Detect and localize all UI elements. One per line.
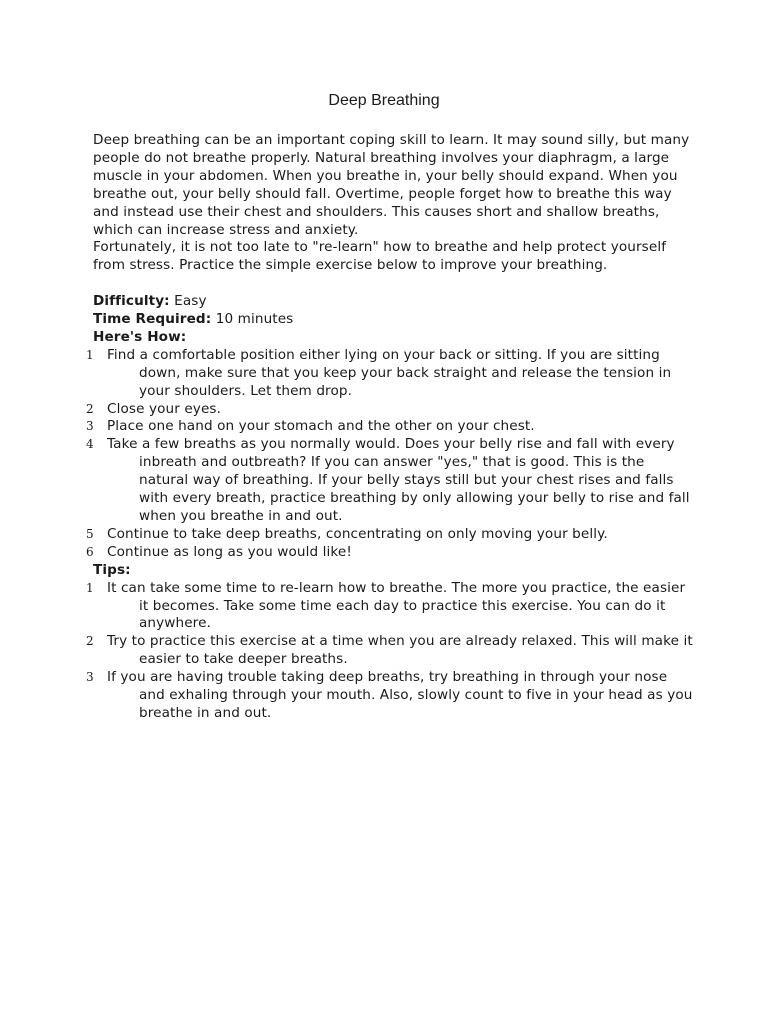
tip-text: If you are having trouble taking deep breaths, try breathing in through your nose and exhaling through your mouth. Also, slowly count to five in your head as you breathe in and out. [107, 669, 693, 721]
tip-text: Try to practice this exercise at a time when you are already relaxed. This will make it easier to take deeper breaths. [107, 633, 693, 668]
intro-paragraph-1: Deep breathing can be an important coping skill to learn. It may sound silly, but many people do not breathe properly. Natural breathing involves your diaphragm, a large muscle in your abdomen. When you breathe in, your belly should expand. When you breathe out, your belly should fall. Overtime, people forget how to breathe this way and instead use their chest and shoulders. This causes short and shallow breaths, which can increase stress and anxiety. [93, 132, 690, 238]
step-text: Take a few breaths as you normally would. Does your belly rise and fall with every inbreath and outbreath? If you can answer "yes," that is good. This is the natural way of breathing. If your belly stays still but your chest rises and falls with every breath, practice breathing by only allowing your belly to rise and fall when you breathe in and out. [107, 436, 690, 525]
document-title: Deep Breathing [328, 92, 440, 109]
step-number: 5 [86, 526, 94, 541]
tip-number: 2 [86, 634, 94, 649]
step-number: 1 [86, 347, 94, 362]
step-number: 4 [86, 437, 94, 452]
intro-paragraph-2: Fortunately, it is not too late to "re-learn" how to breathe and help protect yourself from stress. Practice the simple exercise below to improve your breathing. [93, 239, 667, 274]
step-number: 3 [86, 419, 94, 434]
tip-text: It can take some time to re-learn how to breathe. The more you practice, the easier it becomes. Take some time each day to practice this exercise. You can do it anywhere. [107, 579, 686, 632]
step-number: 2 [86, 401, 94, 416]
tips-heading: Tips: [93, 561, 131, 578]
step-item [86, 346, 693, 401]
difficulty-value: Easy [169, 293, 207, 310]
step-item [86, 400, 693, 419]
steps-heading: Here's How: [93, 328, 187, 345]
difficulty-line [93, 293, 693, 311]
tip-item [86, 633, 693, 669]
step-item [86, 436, 693, 526]
step-text: Continue to take deep breaths, concentrating on only moving your belly. [107, 525, 608, 542]
tips-list [86, 579, 693, 723]
difficulty-label: Difficulty: [93, 293, 170, 310]
document-body [86, 132, 693, 723]
tip-item [86, 669, 693, 723]
step-item [86, 418, 693, 436]
step-text: Place one hand on your stomach and the other on your chest. [107, 418, 535, 435]
step-text: Close your eyes. [107, 400, 222, 417]
step-item [86, 525, 693, 544]
tip-item [86, 579, 693, 634]
step-item [86, 543, 693, 562]
step-number: 6 [86, 544, 94, 559]
time-required-value: 10 minutes [211, 311, 294, 328]
step-text: Find a comfortable position either lying on your back or sitting. If you are sitting down, make sure that you keep your back straight and release the tension in your shoulders. Let them drop. [107, 346, 672, 399]
spacer [93, 275, 693, 293]
steps-list [86, 346, 693, 562]
tip-number: 1 [86, 580, 94, 595]
step-text: Continue as long as you would like! [107, 543, 352, 560]
time-required-label: Time Required: [93, 311, 212, 328]
time-required-line [93, 311, 693, 329]
tip-number: 3 [86, 670, 94, 685]
